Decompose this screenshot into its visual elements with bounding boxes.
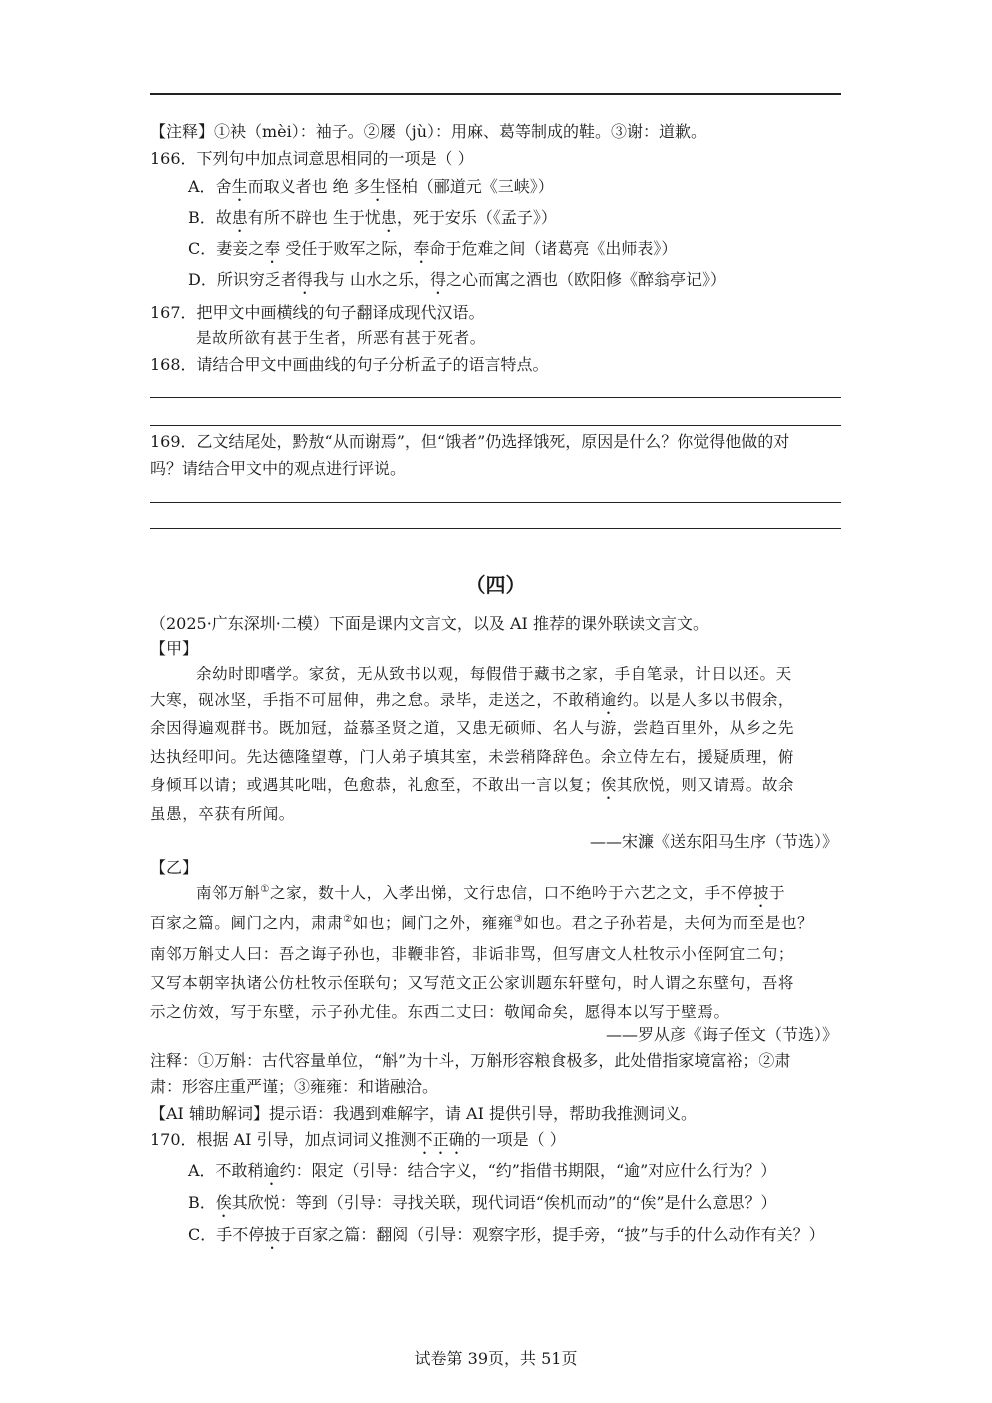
jia-line-4: 达执经叩问。先达德隆望尊，门人弟子填其室，未尝稍降辞色。余立侍左右，援疑质理，俯 (150, 748, 795, 766)
jia-line-5: 身倾耳以请；或遇其叱咄，色愈恭，礼愈至，不敢出一言以复；俟其欣悦，则又请焉。故余 (150, 776, 795, 794)
answer-line[interactable] (150, 528, 841, 529)
option-166-c[interactable]: C．妻妾之奉 受任于败军之际，奉命于危难之间（诸葛亮《出师表》） (188, 239, 678, 258)
section-intro: （2025·广东深圳·二模）下面是课内文言文，以及 AI 推荐的课外联读文言文。 (150, 614, 709, 633)
yi-label: 【乙】 (150, 858, 199, 877)
question-168-stem: 168．请结合甲文中画曲线的句子分析孟子的语言特点。 (150, 355, 549, 374)
answer-line[interactable] (150, 502, 841, 503)
yi-line-2: 百家之篇。阃门之内，肃肃②如也；阃门之外，雍雍③如也。君之子孙若是，夫何为而至是也？ (150, 914, 814, 932)
yi-source: ——罗从彦《诲子侄文（节选）》 (605, 1025, 838, 1044)
question-167-sentence: 是故所欲有甚于生者，所恶有甚于死者。 (196, 329, 486, 347)
top-rule (150, 93, 841, 95)
question-166-stem: 166．下列句中加点词意思相同的一项是（ ） (150, 149, 474, 168)
jia-line-6: 虽愚，卒获有所闻。 (150, 805, 295, 823)
note-top: 【注释】①袂（mèi）：袖子。②屦（jù）：用麻、葛等制成的鞋。③谢：道歉。 (150, 122, 708, 141)
question-170-stem: 170．根据 AI 引导，加点词词义推测不正确的一项是（ ） (150, 1130, 566, 1149)
yi-line-4: 又写本朝宰执诸公仿杜牧示侄联句；又写范文正公家训题东轩壁句，时人谓之东壁句，吾将 (150, 974, 795, 992)
jia-line-2: 大寒，砚冰坚，手指不可屈伸，弗之怠。录毕，走送之，不敢稍逾约。以是人多以书假余， (150, 691, 795, 709)
option-170-b[interactable]: B．俟其欣悦：等到（引导：寻找关联，现代词语“俟机而动”的“俟”是什么意思？） (188, 1193, 777, 1212)
yi-note-1: 注释：①万斛：古代容量单位，“斛”为十斗，万斛形容粮食极多，此处借指家境富裕；②肃 (150, 1051, 791, 1070)
question-167-stem: 167．把甲文中画横线的句子翻译成现代汉语。 (150, 303, 485, 322)
jia-label: 【甲】 (150, 639, 199, 658)
question-169-line1: 169．乙文结尾处，黔敖“从而谢焉”，但“饿者”仍选择饿死，原因是什么？你觉得他做的对 (150, 432, 790, 451)
option-170-c[interactable]: C．手不停披于百家之篇：翻阅（引导：观察字形，提手旁，“披”与手的什么动作有关？） (188, 1225, 825, 1244)
option-166-a[interactable]: A．舍生而取义者也 绝 多生怪柏（郦道元《三峡》） (188, 177, 554, 196)
section-heading: （四） (465, 573, 526, 597)
yi-line-3: 南邻万斛丈人曰：吾之诲子孙也，非鞭非笞，非诟非骂，但写唐文人杜牧示小侄阿宜二句； (150, 945, 795, 963)
jia-line-1: 余幼时即嗜学。家贫，无从致书以观，每假借于藏书之家，手自笔录，计日以还。天 (196, 665, 792, 683)
jia-line-3: 余因得遍观群书。既加冠，益慕圣贤之道，又患无硕师、名人与游，尝趋百里外，从乡之先 (150, 719, 795, 737)
option-166-b[interactable]: B．故患有所不辟也 生于忧患，死于安乐（《孟子》） (188, 208, 557, 227)
yi-line-5: 示之仿效，写于东壁，示子孙尤佳。东西二丈曰：敬闻命矣，愿得本以写于壁焉。 (150, 1003, 730, 1021)
answer-line[interactable] (150, 425, 841, 426)
question-169-line2: 吗？请结合甲文中的观点进行评说。 (150, 459, 407, 478)
option-170-a[interactable]: A．不敢稍逾约：限定（引导：结合字义，“约”指借书期限，“逾”对应什么行为？） (188, 1161, 777, 1180)
yi-note-2: 肃：形容庄重严谨；③雍雍：和谐融洽。 (150, 1077, 439, 1096)
yi-line-1: 南邻万斛①之家，数十人，入孝出悌，文行忠信，口不绝吟于六艺之文，手不停披于 (196, 884, 786, 902)
answer-line[interactable] (150, 397, 841, 398)
jia-source: ——宋濂《送东阳马生序（节选）》 (589, 832, 838, 851)
option-166-d[interactable]: D．所识穷乏者得我与 山水之乐，得之心而寓之酒也（欧阳修《醉翁亭记》） (188, 270, 726, 289)
ai-hint: 【AI 辅助解词】提示语：我遇到难解字，请 AI 提供引导，帮助我推测词义。 (150, 1104, 698, 1123)
page-footer: 试卷第 39页，共 51页 (414, 1349, 578, 1368)
